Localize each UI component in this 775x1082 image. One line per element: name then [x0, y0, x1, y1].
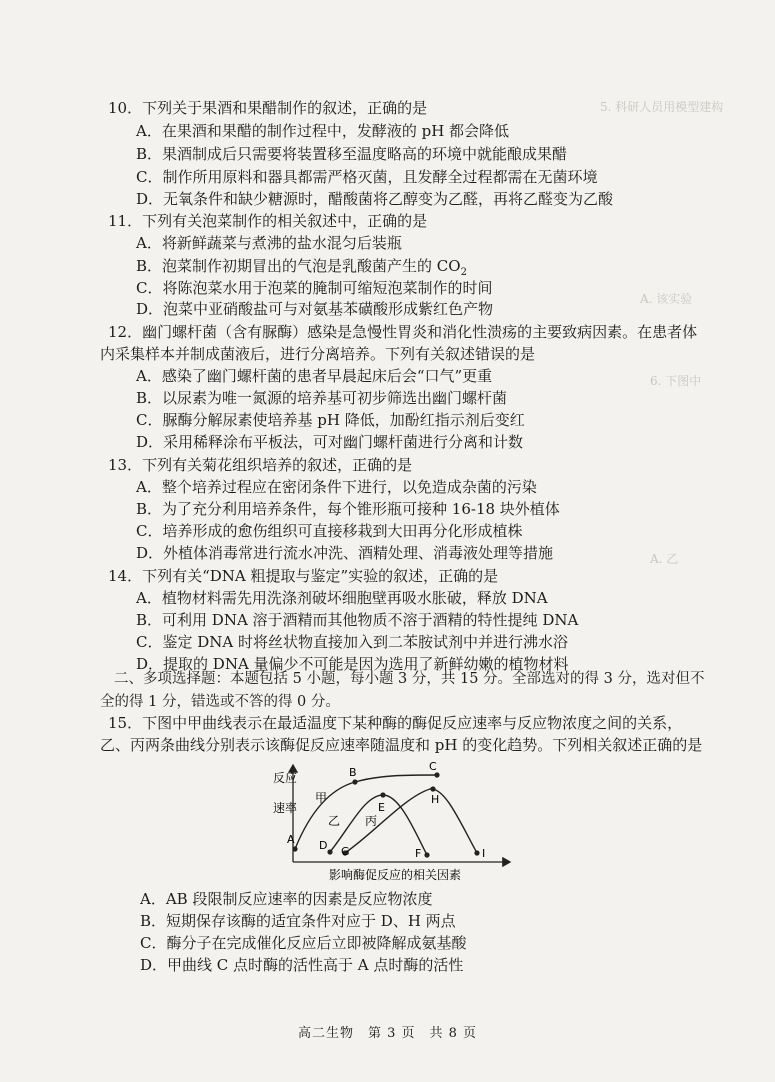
point-c-label: C: [429, 760, 437, 773]
question-10-option-b: B．果酒制成后只需要将装置移至温度略高的环境中就能酿成果醋: [136, 145, 568, 163]
question-15-option-d: D．甲曲线 C 点时酶的活性高于 A 点时酶的活性: [140, 956, 464, 974]
point-h-label: H: [431, 793, 440, 806]
question-10-option-a: A．在果酒和果醋的制作过程中，发酵液的 pH 都会降低: [136, 122, 510, 140]
question-14-stem: 14．下列有关“DNA 粗提取与鉴定”实验的叙述，正确的是: [108, 567, 499, 585]
figure-x-label: 影响酶促反应的相关因素: [328, 868, 462, 882]
co2-subscript: 2: [460, 267, 467, 278]
question-12-option-a: A．感染了幽门螺杆菌的患者早晨起床后会“口气”更重: [136, 367, 493, 385]
figure-y-label-line1: 反应: [273, 771, 298, 785]
enzyme-rate-figure: [255, 757, 525, 887]
point-i-marker: [474, 850, 479, 855]
bleed-through-text: 5. 科研人员用模型建构: [600, 100, 724, 114]
question-11-option-d: D．泡菜中亚硝酸盐可与对氨基苯磺酸形成紫红色产物: [136, 300, 494, 318]
question-12-option-d: D．采用稀释涂布平板法，可对幽门螺杆菌进行分离和计数: [136, 433, 524, 451]
point-e-label: E: [378, 801, 385, 814]
curve-label-bing: 丙: [365, 814, 378, 828]
question-10-option-d: D．无氧条件和缺少糖源时，醋酸菌将乙醇变为乙醛，再将乙醛变为乙酸: [136, 190, 614, 208]
figure-y-label-line2: 速率: [273, 801, 298, 815]
bleed-through-text: 6. 下图中: [650, 374, 702, 388]
question-14-option-a: A．植物材料需先用洗涤剂破坏细胞壁再吸水胀破，释放 DNA: [136, 589, 548, 607]
question-14-option-c: C．鉴定 DNA 时将丝状物直接加入到二苯胺试剂中并进行沸水浴: [136, 633, 568, 651]
question-13-stem: 13．下列有关菊花组织培养的叙述，正确的是: [108, 456, 413, 474]
point-d-label: D: [319, 839, 328, 852]
point-e-marker: [380, 792, 385, 797]
question-13-option-b: B．为了充分利用培养条件，每个锥形瓶可接种 16-18 块外植体: [136, 500, 560, 518]
question-11-option-a: A．将新鲜蔬菜与煮沸的盐水混匀后装瓶: [136, 234, 402, 252]
question-12-option-c: C．脲酶分解尿素使培养基 pH 降低，加酚红指示剂后变红: [136, 411, 525, 429]
question-15-option-c: C．酶分子在完成催化反应后立即被降解成氨基酸: [140, 934, 467, 952]
curve-label-jia: 甲: [315, 791, 328, 805]
question-15-stem: 15．下图中甲曲线表示在最适温度下某种酶的酶促反应速率与反应物浓度之间的关系，乙、丙两条曲线分别表示该酶促反应速率随温度和 pH 的变化趋势。下列相关叙述正确的是: [100, 714, 703, 754]
question-11-stem: 11．下列有关泡菜制作的相关叙述中，正确的是: [108, 212, 428, 230]
question-11-option-c: C．将陈泡菜水用于泡菜的腌制可缩短泡菜制作的时间: [136, 279, 493, 297]
bleed-through-text: A. 乙: [650, 552, 679, 566]
question-11-option-b-text: B．泡菜制作初期冒出的气泡是乳酸菌产生的 CO: [136, 257, 461, 275]
point-f-label: F: [415, 847, 422, 860]
point-a-marker: [292, 846, 297, 851]
point-c-marker: [434, 772, 439, 777]
curve-jia: [295, 775, 440, 849]
question-13-option-c: C．培养形成的愈伤组织可直接移栽到大田再分化形成植株: [136, 522, 523, 540]
section-2-instructions: 二、多项选择题：本题包括 5 小题，每小题 3 分，共 15 分。全部选对的得 3 分，选对但不全的得 1 分，错选或不答的得 0 分。: [100, 671, 705, 710]
question-12-stem: 12．幽门螺杆菌（含有脲酶）感染是急慢性胃炎和消化性溃疡的主要致病因素。在患者体内采集样本并制成菌液后，进行分离培养。下列有关叙述错误的是: [100, 323, 698, 363]
point-f-marker: [424, 852, 429, 857]
question-14-option-b: B．可利用 DNA 溶于酒精而其他物质不溶于酒精的特性提纯 DNA: [136, 611, 579, 629]
bleed-through-text: A. 该实验: [640, 292, 693, 306]
question-15-option-b: B．短期保存该酶的适宜条件对应于 D、H 两点: [140, 912, 456, 930]
page-footer: 高二生物 第 3 页 共 8 页: [297, 1026, 478, 1041]
question-15-option-a: A．AB 段限制反应速率的因素是反应物浓度: [140, 890, 433, 908]
question-13-option-a: A．整个培养过程应在密闭条件下进行，以免造成杂菌的污染: [136, 478, 537, 496]
point-i-label: I: [482, 847, 486, 860]
point-b-label: B: [349, 766, 357, 779]
question-10-option-c: C．制作所用原料和器具都需严格灭菌，且发酵全过程都需在无菌环境: [136, 168, 598, 186]
point-b-marker: [352, 779, 357, 784]
point-h-marker: [430, 786, 435, 791]
point-d-marker: [327, 849, 332, 854]
question-14-option-d: D．提取的 DNA 量偏少不可能是因为选用了新鲜幼嫩的植物材料: [136, 655, 569, 673]
question-12-option-b: B．以尿素为唯一氮源的培养基可初步筛选出幽门螺杆菌: [136, 389, 508, 407]
question-10-stem: 10．下列关于果酒和果醋制作的叙述，正确的是: [108, 99, 428, 117]
point-g-label: G: [341, 845, 350, 858]
question-13-option-d: D．外植体消毒常进行流水冲洗、酒精处理、消毒液处理等措施: [136, 544, 554, 562]
point-a-label: A: [287, 833, 295, 846]
curve-label-yi: 乙: [328, 814, 341, 828]
